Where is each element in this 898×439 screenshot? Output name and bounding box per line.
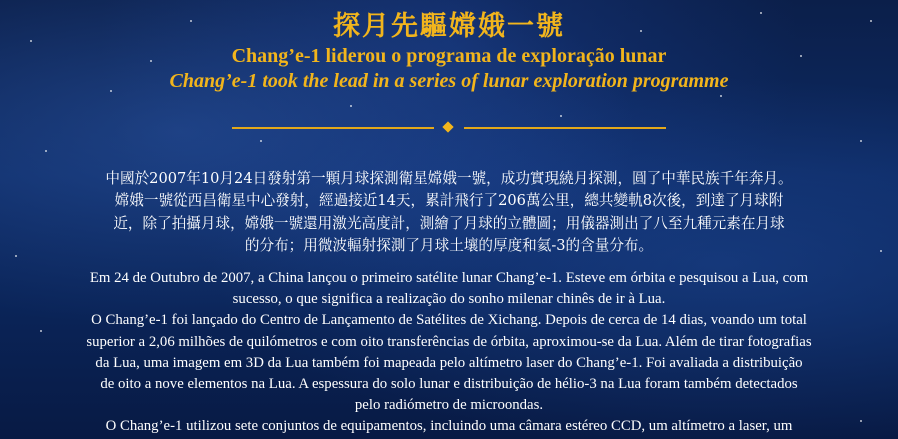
chinese-line: 近，除了拍攝月球，嫦娥一號還用激光高度計，測繪了月球的立體圖；用儀器測出了八至九種元素在月球: [113, 214, 785, 232]
portuguese-line: superior a 2,06 milhões de quilómetros e com oito transferências de órbita, aproximou-se da Lua. Além de tirar fotografias: [86, 333, 812, 350]
portuguese-line: sucesso, o que significa a realização do sonho milenar chinês de ir à Lua.: [232, 291, 666, 308]
portuguese-line: O Chang’e-1 foi lançado do Centro de Lançamento de Satélites de Xichang. Depois de cerca de 14 dias, voando um total: [91, 312, 807, 329]
chinese-description: [70, 168, 828, 257]
chinese-line: 嫦娥一號從西昌衛星中心發射，經過接近14天，累計飛行了206萬公里，總共變軌8次後，到達了月球附: [114, 192, 784, 210]
portuguese-line: pelo radiómetro de microondas.: [354, 397, 544, 414]
gold-divider: [232, 123, 666, 133]
portuguese-line: O Chang’e-1 utilizou sete conjuntos de equipamentos, incluindo uma câmara estéreo CCD, um altímetro a laser, um: [105, 418, 793, 435]
portuguese-title: Chang’e-1 liderou o programa de exploração lunar: [231, 45, 667, 67]
chinese-title: 探月先驅嫦娥一號: [333, 11, 565, 42]
divider-diamond-icon: [442, 121, 453, 132]
chinese-line: 的分布；用微波輻射探測了月球土壤的厚度和氦-3的含量分布。: [244, 236, 654, 254]
portuguese-line: de oito a nove elementos na Lua. A espessura do solo lunar e distribuição de hélio-3 na Lua foram também detectados: [100, 376, 798, 393]
portuguese-description: [68, 268, 830, 438]
portuguese-line: Em 24 de Outubro de 2007, a China lançou o primeiro satélite lunar Chang’e-1. Esteve em órbita e pesquisou a Lua, com: [89, 270, 809, 286]
chinese-line: 中國於2007年10月24日發射第一顆月球探測衛星嫦娥一號，成功實現繞月探測，圓了中華民族千年奔月。: [105, 170, 793, 187]
english-title: Chang’e-1 took the lead in a series of lunar exploration programme: [169, 70, 729, 92]
divider-line-left: [232, 127, 434, 129]
portuguese-line: da Lua, uma imagem em 3D da Lua também foi mapeada pelo altímetro laser do Chang’e-1. Foi avaliada a distribuição: [95, 354, 803, 371]
divider-line-right: [464, 127, 666, 129]
